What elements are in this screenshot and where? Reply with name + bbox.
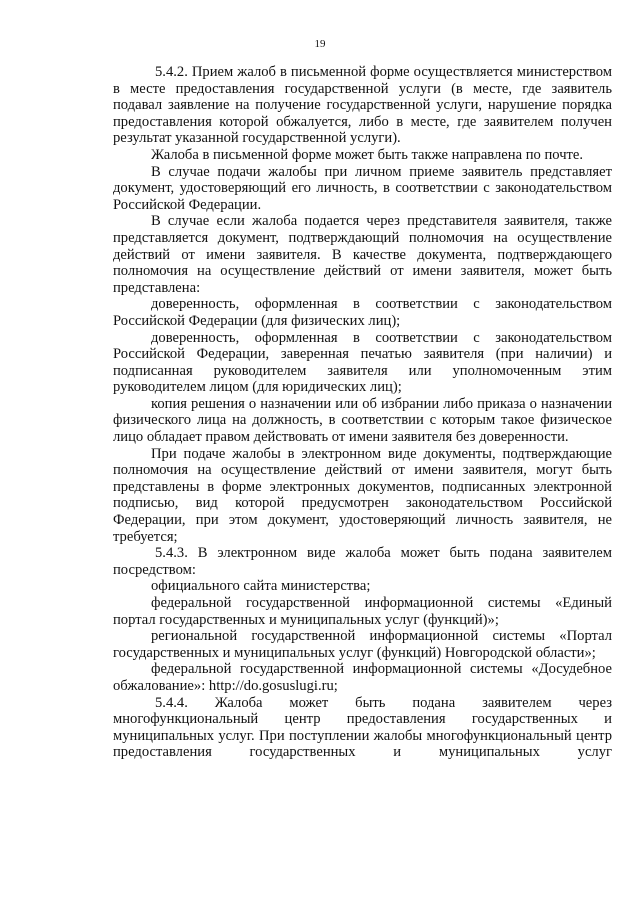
page-number: 19 [314, 38, 326, 50]
list-item-pretrial-appeal-system: федеральной государственной информационной системы «Досудебное обжалование»: http://do.gosuslugi.ru; [113, 661, 612, 694]
paragraph-5-4-4: 5.4.4. Жалоба может быть подана заявителем через многофункциональный центр предоставления государственных и муниципальных услуг. При поступлении жалобы многофункциональный центр предоставления государственных и муниципальных услуг [113, 694, 612, 761]
list-item-regional-portal: региональной государственной информационной системы «Портал государственных и муниципальных услуг (функций) Новгородской области»; [113, 628, 612, 661]
paragraph-5-4-2: 5.4.2. Прием жалоб в письменной форме осуществляется министерством в месте предоставления государственной услуги (в месте, где заявитель подавал заявление на получение государственной услуги, нарушение порядка предоставления которой обжалуется, либо в месте, где заявителем получен результат указанной государственной услуги). [113, 64, 612, 147]
paragraph-postal-submission: Жалоба в письменной форме может быть также направлена по почте. [151, 146, 584, 163]
list-item-ministry-website: официального сайта министерства; [151, 578, 371, 595]
paragraph-5-4-3: 5.4.3. В электронном виде жалоба может быть подана заявителем посредством: [113, 545, 612, 578]
list-item-power-of-attorney-legal-entities: доверенность, оформленная в соответствии с законодательством Российской Федерации, заверенная печатью заявителя (при наличии) и подписанная руководителем заявителя или уполномоченным этим руководителем лицом (для юридических лиц); [113, 329, 612, 396]
paragraph-representative: В случае если жалоба подается через представителя заявителя, также представляется документ, подтверждающий полномочия на осуществление действий от имени заявителя. В качестве документа, подтверждающего полномочия на осуществление действий от имени заявителя, может быть представлена: [113, 213, 612, 296]
paragraph-personal-submission: В случае подачи жалобы при личном приеме заявитель представляет документ, удостоверяющий его личность, в соответствии с законодательством Российской Федерации. [113, 163, 612, 213]
document-body [113, 64, 612, 761]
list-item-power-of-attorney-individuals: доверенность, оформленная в соответствии с законодательством Российской Федерации (для физических лиц); [113, 296, 612, 329]
list-item-unified-portal: федеральной государственной информационной системы «Единый портал государственных и муниципальных услуг (функций)»; [113, 595, 612, 628]
paragraph-electronic-documents: При подаче жалобы в электронном виде документы, подтверждающие полномочия на осуществление действий от имени заявителя, могут быть представлены в форме электронных документов, подписанных электронной подписью, вид которой предусмотрен законодательством Российской Федерации, при этом документ, удостоверяющий личность заявителя, не требуется; [113, 445, 612, 545]
list-item-appointment-decision-copy: копия решения о назначении или об избрании либо приказа о назначении физического лица на должность, в соответствии с которым такое физическое лицо обладает правом действовать от имени заявителя без доверенности. [113, 395, 612, 446]
